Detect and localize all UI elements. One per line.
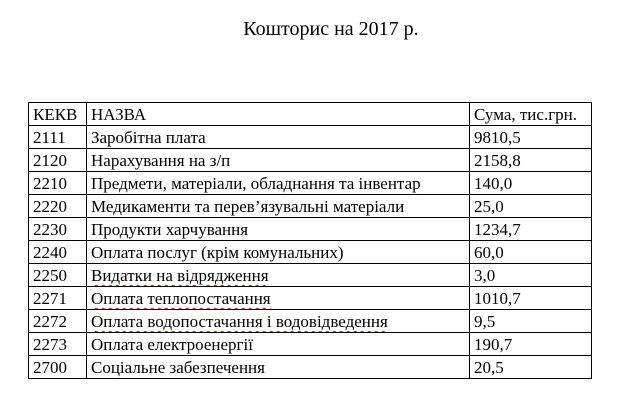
table-row (29, 310, 592, 333)
table-row (29, 149, 592, 172)
header-sum: Сума, тис.грн. (470, 103, 592, 126)
row-name: Оплата електроенергії (87, 333, 470, 356)
document-title: Кошторис на 2017 р. (243, 18, 419, 40)
table-row (29, 218, 592, 241)
row-code: 2250 (29, 264, 87, 287)
row-name: Продукти харчування (87, 218, 470, 241)
row-name-text: Оплата водопостачання і водовідведення (91, 312, 388, 331)
row-code: 2273 (29, 333, 87, 356)
table-row (29, 126, 592, 149)
row-code: 2111 (29, 126, 87, 149)
row-code: 2240 (29, 241, 87, 264)
row-sum: 60,0 (470, 241, 592, 264)
row-name: Оплата послуг (крім комунальних) (87, 241, 470, 264)
row-sum: 140,0 (470, 172, 592, 195)
row-sum: 1010,7 (470, 287, 592, 310)
row-sum: 20,5 (470, 356, 592, 379)
row-sum: 9810,5 (470, 126, 592, 149)
table-row (29, 172, 592, 195)
row-name-text: Оплата теплопостачання (91, 289, 271, 308)
row-name (87, 310, 470, 333)
row-name (87, 287, 470, 310)
row-sum: 190,7 (470, 333, 592, 356)
row-code: 2271 (29, 287, 87, 310)
row-code: 2272 (29, 310, 87, 333)
row-code: 2220 (29, 195, 87, 218)
table-row (29, 264, 592, 287)
row-code: 2120 (29, 149, 87, 172)
row-sum: 25,0 (470, 195, 592, 218)
table-header-row (29, 103, 592, 126)
row-sum: 3,0 (470, 264, 592, 287)
row-name (87, 264, 470, 287)
table-row (29, 333, 592, 356)
row-sum: 1234,7 (470, 218, 592, 241)
row-name: Нарахування на з/п (87, 149, 470, 172)
budget-table (28, 102, 592, 379)
row-name: Предмети, матеріали, обладнання та інвентар (87, 172, 470, 195)
row-name: Медикаменти та перев’язувальні матеріали (87, 195, 470, 218)
table-row (29, 356, 592, 379)
table-row (29, 287, 592, 310)
row-name: Заробітна плата (87, 126, 470, 149)
table-row (29, 195, 592, 218)
row-sum: 9,5 (470, 310, 592, 333)
header-code: КЕКВ (29, 103, 87, 126)
table-row (29, 241, 592, 264)
row-code: 2210 (29, 172, 87, 195)
row-sum: 2158,8 (470, 149, 592, 172)
header-name: НАЗВА (87, 103, 470, 126)
row-name: Соціальне забезпечення (87, 356, 470, 379)
row-code: 2230 (29, 218, 87, 241)
row-code: 2700 (29, 356, 87, 379)
row-name-text: Видатки на відрядження (91, 266, 269, 285)
